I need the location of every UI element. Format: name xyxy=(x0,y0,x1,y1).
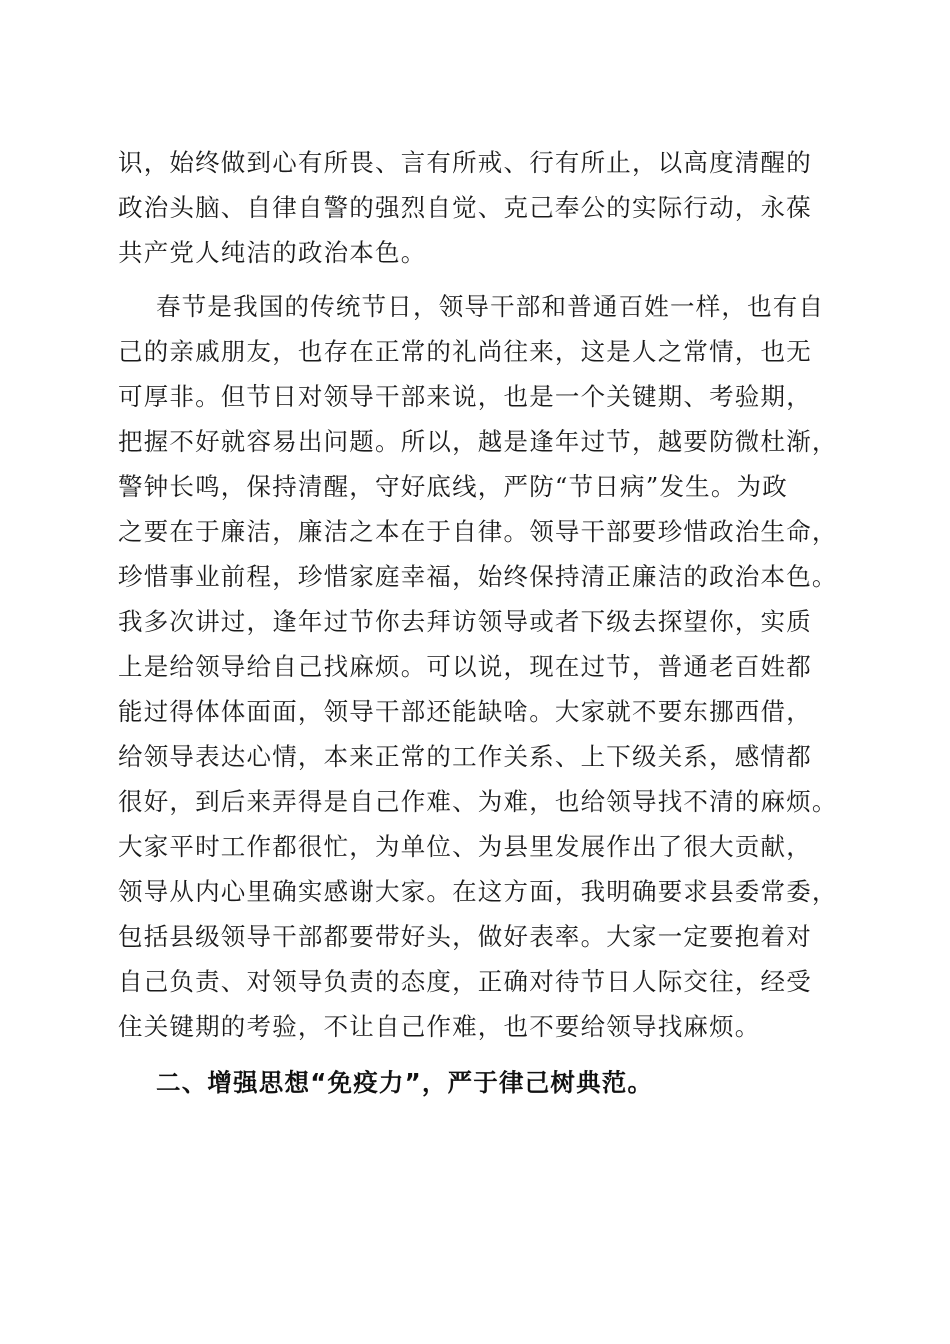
text-line: 上是给领导给自己找麻烦。可以说，现在过节，普通老百姓都 xyxy=(118,652,812,681)
text-line: 能过得体体面面，领导干部还能缺啥。大家就不要东挪西借， xyxy=(118,697,812,726)
text-line: 把握不好就容易出问题。所以，越是逢年过节，越要防微杜渐， xyxy=(118,427,838,456)
text-line: 己的亲戚朋友，也存在正常的礼尚往来，这是人之常情，也无 xyxy=(118,337,812,366)
text-line: 共产党人纯洁的政治本色。 xyxy=(118,238,427,267)
text-line: 自己负责、对领导负责的态度，正确对待节日人际交往，经受 xyxy=(118,967,812,996)
text-line: 包括县级领导干部都要带好头，做好表率。大家一定要抱着对 xyxy=(118,922,812,951)
text-line: 可厚非。但节日对领导干部来说，也是一个关键期、考验期， xyxy=(118,382,812,411)
text-line: 很好，到后来弄得是自己作难、为难，也给领导找不清的麻烦。 xyxy=(118,787,838,816)
text-line: 珍惜事业前程，珍惜家庭幸福，始终保持清正廉洁的政治本色。 xyxy=(118,562,838,591)
text-line: 我多次讲过，逢年过节你去拜访领导或者下级去探望你，实质 xyxy=(118,607,812,636)
section-heading: 二、增强思想“免疫力”，严于律己树典范。 xyxy=(156,1068,654,1097)
text-line: 政治头脑、自律自警的强烈自觉、克己奉公的实际行动，永葆 xyxy=(118,193,812,222)
text-line: 给领导表达心情，本来正常的工作关系、上下级关系，感情都 xyxy=(118,742,812,771)
text-line: 春节是我国的传统节日，领导干部和普通百姓一样，也有自 xyxy=(156,292,825,321)
text-line: 大家平时工作都很忙，为单位、为县里发展作出了很大贡献， xyxy=(118,832,812,861)
document-body xyxy=(118,140,848,1108)
text-line: 住关键期的考验，不让自己作难，也不要给领导找麻烦。 xyxy=(118,1012,761,1041)
text-line: 之要在于廉洁，廉洁之本在于自律。领导干部要珍惜政治生命， xyxy=(118,517,838,546)
paragraph-continuation xyxy=(118,140,848,275)
text-line: 警钟长鸣，保持清醒，守好底线，严防“节日病”发生。为政 xyxy=(118,472,788,501)
text-line: 领导从内心里确实感谢大家。在这方面，我明确要求县委常委， xyxy=(118,877,838,906)
paragraph-spring-festival xyxy=(118,284,848,1049)
text-line: 识，始终做到心有所畏、言有所戒、行有所止，以高度清醒的 xyxy=(118,148,812,177)
